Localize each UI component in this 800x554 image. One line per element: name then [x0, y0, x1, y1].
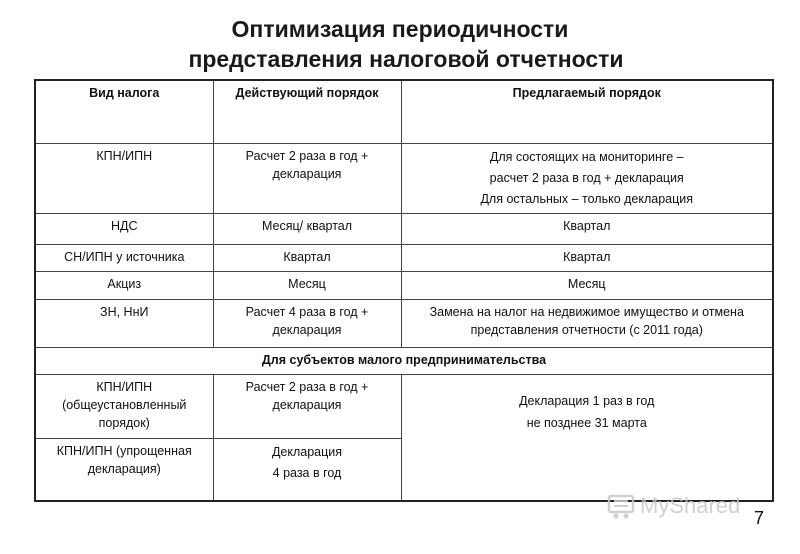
- small-business-section-row: [35, 348, 773, 375]
- table-row: [35, 272, 773, 300]
- cell-proposed-line: Декларация 1 раз в год: [519, 393, 655, 408]
- cell-current: [213, 439, 401, 501]
- cell-current: Расчет 2 раза в год + декларация: [213, 144, 401, 214]
- watermark-text: MyShared: [640, 493, 741, 518]
- cell-proposed: Квартал: [401, 245, 773, 272]
- cell-current: Расчет 4 раза в год + декларация: [213, 300, 401, 348]
- cell-current: Месяц: [213, 272, 401, 300]
- cell-tax: СН/ИПН у источника: [35, 245, 213, 272]
- table-row: [35, 144, 773, 214]
- table-row: [35, 214, 773, 245]
- cell-proposed: Месяц: [401, 272, 773, 300]
- cell-proposed-line: Для состоящих на мониторинге –: [489, 150, 684, 164]
- cell-tax: КПН/ИПН: [35, 144, 213, 214]
- tax-reporting-table: [34, 79, 774, 502]
- cell-proposed-merged: [401, 375, 773, 501]
- cell-tax: Акциз: [35, 272, 213, 300]
- table-row: [35, 300, 773, 348]
- watermark: [606, 491, 740, 521]
- cart-icon: [606, 491, 636, 521]
- cell-current-line: Декларация: [271, 445, 343, 459]
- cell-current-line: 4 раза в год: [272, 466, 342, 480]
- table-row: [35, 245, 773, 272]
- cell-proposed: Квартал: [401, 214, 773, 245]
- header-current-order: Действующий порядок: [213, 80, 401, 144]
- cell-tax: ЗН, НнИ: [35, 300, 213, 348]
- slide-title: [0, 14, 800, 74]
- cell-proposed: [401, 144, 773, 214]
- cell-current: Квартал: [213, 245, 401, 272]
- cell-proposed: Замена на налог на недвижимое имущество и отмена представления отчетности (с 2011 года): [401, 300, 773, 348]
- header-proposed-order: Предлагаемый порядок: [401, 80, 773, 144]
- cell-tax: [35, 375, 213, 439]
- page-number: 7: [754, 508, 765, 528]
- title-line-1: Оптимизация периодичности: [231, 16, 569, 42]
- cell-tax-line: КПН/ИПН: [96, 380, 153, 394]
- small-business-header: Для субъектов малого предпринимательства: [35, 348, 773, 375]
- cell-proposed-line: Для остальных – только декларация: [480, 192, 694, 206]
- cell-current: Месяц/ квартал: [213, 214, 401, 245]
- table-header-row: [35, 80, 773, 144]
- header-tax-type: Вид налога: [35, 80, 213, 144]
- table-row: [35, 375, 773, 439]
- cell-tax: КПН/ИПН (упрощенная декларация): [35, 439, 213, 501]
- cell-tax: НДС: [35, 214, 213, 245]
- cell-proposed-line: расчет 2 раза в год + декларация: [489, 171, 684, 185]
- cell-tax-line: (общеустановленный порядок): [62, 398, 187, 430]
- title-line-2: представления налоговой отчетности: [188, 46, 624, 72]
- cell-proposed-line: не позднее 31 марта: [526, 415, 647, 430]
- cell-current: Расчет 2 раза в год + декларация: [213, 375, 401, 439]
